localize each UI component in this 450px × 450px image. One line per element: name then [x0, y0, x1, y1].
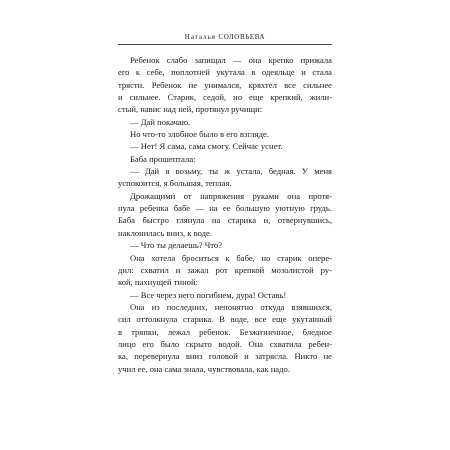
body-text	[118, 54, 332, 375]
text-line: нула ребенка бабе — на ее большую уютную грудь.	[118, 203, 332, 214]
text-line: Она из последних, непонятно откуда взявшихся,	[130, 301, 332, 312]
running-head	[118, 33, 332, 41]
running-head-author-first: Наталья	[184, 33, 216, 41]
text-line: дил: схватил и зажал рот крепкой мозолистой ру-	[118, 264, 332, 275]
text-line: — Нет! Я сама, сама смогу. Сейчас уснет.	[130, 141, 283, 152]
text-line: ка, перевернула вниз головой и затрясла. Никто не	[118, 351, 332, 362]
running-head-author-last: СОЛОВЬЕВА	[218, 33, 266, 41]
text-line: Дрожащими от напряжения руками она протя-	[130, 190, 332, 201]
text-line: сил оттолкнула старика. В воде, все еще укутанный	[118, 314, 332, 325]
text-line: — Что ты делаешь? Что?	[130, 240, 223, 251]
text-line: в тряпки, лежал ребенок. Безжизненное, бледное	[118, 326, 332, 337]
text-line: Ребенок слабо запищал — она крепко прижала	[130, 55, 332, 65]
text-line: его к себе, поплотней укутала в одеяльце и стала	[118, 67, 332, 78]
text-line: учил ее, она сама знала, чувствовала, как надо.	[118, 363, 290, 374]
text-line: стый, навис над ней, протянул ручищи:	[118, 104, 263, 115]
text-line: Баба прошептала:	[130, 153, 196, 164]
text-line: кой, пахнущей тиной:	[118, 277, 198, 288]
text-line: трясти. Ребенок не унимался, кряхтел все сильнее	[118, 79, 332, 90]
text-line: — Дай покачаю.	[130, 116, 191, 127]
text-line: успокоится, я большая, теплая.	[118, 178, 232, 189]
text-line: — Все через него погибнем, дура! Оставь!	[130, 289, 287, 300]
text-line: лицо его было скрыто водой. Она схватила ребен-	[118, 338, 332, 349]
text-line: наклонилась вниз, к воде.	[118, 227, 213, 238]
text-line: Она хотела броситься к бабе, но старик опере-	[130, 252, 332, 263]
text-line: — Дай я возьму, ты ж устала, бедная. У меня	[130, 166, 332, 177]
text-line: Баба быстро глянула на старика и, отвернувшись,	[118, 215, 332, 226]
running-head-rule	[118, 44, 332, 45]
text-line: и сильнее. Старик, седой, но еще крепкий, жили-	[118, 92, 332, 103]
text-line: Но что-то злобное было в его взгляде.	[130, 129, 269, 140]
